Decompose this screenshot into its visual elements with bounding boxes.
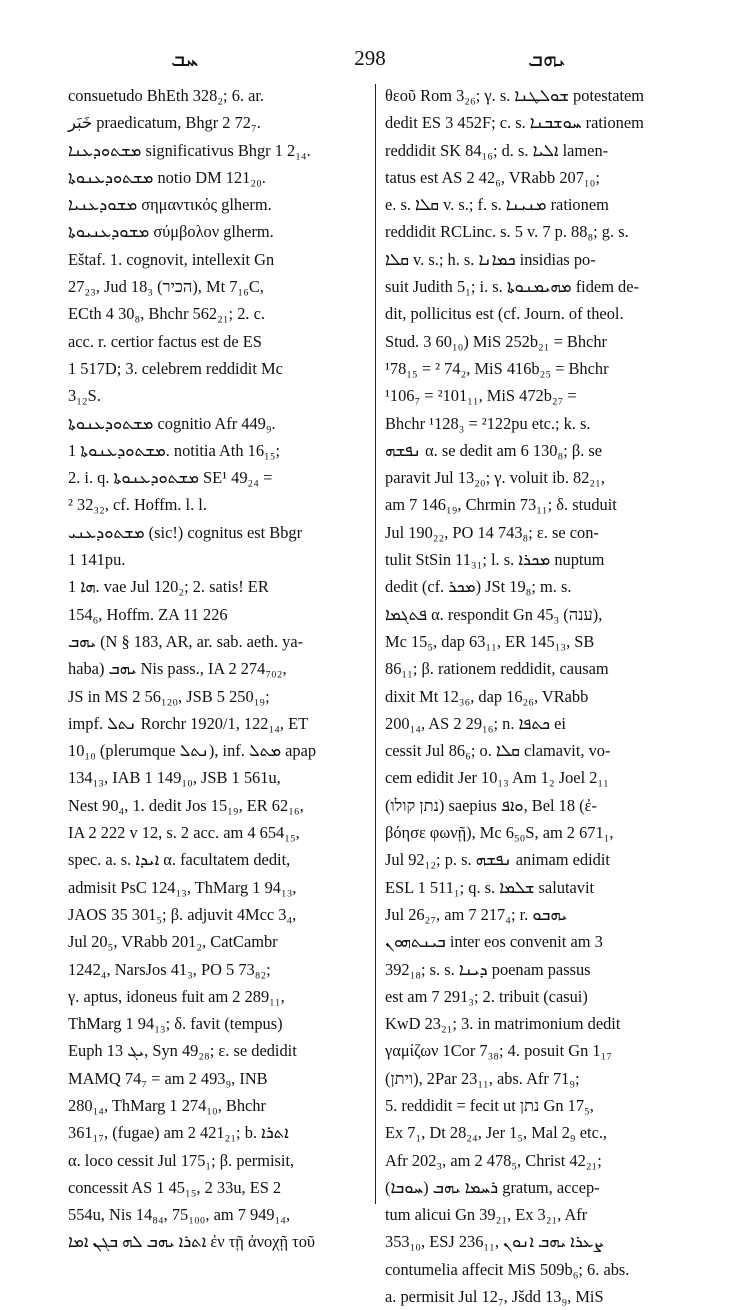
text-line: 27₂₃, Jud 18₃ (הכיר), Mt 7₁₆C,: [68, 277, 264, 297]
text-line: γαμίζων 1Cor 7₃₈; 4. posuit Gn 1₁₇: [385, 1041, 612, 1061]
text-line: tum alicui Gn 39₂₁, Ex 3₂₁, Afr: [385, 1205, 588, 1225]
text-line: JAOS 35 301₅; β. adjuvit 4Mcc 3₄,: [68, 904, 297, 924]
text-line: cessit Jul 86₆; o. ܩܠܐ clamavit, vo-: [385, 741, 611, 761]
text-line: ESL 1 511₁; q. s. ܫܠܡܐ salutavit: [385, 877, 595, 897]
text-line: 392₁₈; s. s. ܕܝܢܐ poenam passus: [385, 959, 591, 979]
text-line: ܩܠܐ v. s.; h. s. ܟܡܐܢܐ insidias po-: [385, 249, 596, 269]
text-line: ECth 4 30₈, Bhchr 562₂₁; 2. c.: [68, 304, 265, 324]
text-line: ܡܫܬܘܕܥܢܐ significativus Bhgr 1 2₁₄.: [68, 140, 311, 160]
text-line: paravit Jul 13₂₀; γ. voluit ib. 82₂₁,: [385, 468, 605, 488]
text-line: tulit StSin 11₃₁; l. s. ܡܟܪܐ nuptum: [385, 550, 605, 570]
text-line: ¹106₇ = ²101₁₁, MiS 472b₂₇ =: [385, 386, 577, 406]
text-line: admisit PsC 124₁₃, ThMarg 1 94₁₃,: [68, 877, 297, 897]
text-line: acc. r. certior factus est de ES: [68, 331, 262, 351]
text-line: contumelia affecit MiS 509b₆; 6. abs.: [385, 1259, 630, 1279]
text-line: IA 2 222 v 12, s. 2 acc. am 4 654₁₅,: [68, 823, 300, 843]
text-line: dixit Mt 12₃₆, dap 16₂₆, VRabb: [385, 686, 589, 706]
text-line: 154₆, Hoffm. ZA 11 226: [68, 604, 228, 624]
text-line: ܝܗܒ (N § 183, AR, ar. sab. aeth. ya-: [68, 631, 304, 651]
text-line: 2. i. q. ܡܫܬܘܕܥܢܘܬܐ SE¹ 49₂₄ =: [68, 468, 273, 488]
text-line: θεοῦ Rom 3₂₆; γ. s. ܫܘܠܛܢܐ potestatem: [385, 86, 645, 105]
text-line: reddidit SK 84₁₆; d. s. ܐܠܝܐ lamen-: [385, 140, 609, 160]
text-line: ܗܐ 1. vae Jul 120₂; 2. satis! ER: [68, 577, 269, 597]
text-line: consuetudo BhEth 328₂; 6. ar.: [68, 86, 265, 105]
text-line: 353₁₀, ESJ 236₁₁, ܨܥܪܐ ܝܗܒ ܐܢܘܢ: [385, 1232, 604, 1252]
header-right-catchword: ܝܗܒ: [528, 46, 566, 71]
text-line: 10₁₀ (plerumque ܢܬܠ), inf. ܡܬܠ apap: [68, 741, 317, 761]
text-line: (ויתן), 2Par 23₁₁, abs. Afr 71₉;: [385, 1068, 580, 1088]
text-line: ܡܫܘܕܥܢܝܘܬܐ σύμβολον glherm.: [68, 222, 274, 242]
column-divider: [375, 84, 376, 1204]
text-line: Jul 190₂₂, PO 14 743₈; ε. se con-: [385, 522, 599, 542]
text-line: βόησε φωνῇ), Mc 6₅₀S, am 2 671₁,: [385, 823, 614, 843]
text-line: a. permisit Jul 12₇, Jšdd 13₉, MiS: [385, 1287, 604, 1307]
text-line: est am 7 291₃; 2. tribuit (casui): [385, 986, 588, 1006]
text-line: Stud. 3 60₁₀) MiS 252b₂₁ = Bhchr: [385, 331, 607, 351]
text-line: ܡܫܬܘܕܥܢܘܬܐ notio DM 121₂₀.: [68, 167, 266, 187]
text-line: Euph ܝܓ 13, Syn 49₂₈; ε. se dedidit: [68, 1041, 297, 1061]
header-left-catchword: ܚܒ: [171, 46, 199, 71]
text-line: impf. ܢܬܠ Rorchr 1920/1, 122₁₄, ET: [68, 713, 309, 733]
text-line: dedit (cf. ܡܟܪ) JSt 19₈; m. s.: [385, 577, 572, 597]
text-line: 1242₄, NarsJos 41₃, PO 5 73₈₂;: [68, 959, 271, 979]
text-line: Jul 26₂₇, am 7 217₄; r. ܝܗܒܘ: [385, 904, 568, 924]
text-line: 200₁₄, AS 2 29₁₆; n. ܟܬܦܐ ei: [385, 713, 566, 733]
text-line: 86₁₁; β. rationem reddidit, causam: [385, 659, 609, 679]
left-column: [68, 82, 366, 1252]
right-column: [385, 82, 685, 1307]
page-number: 298: [354, 46, 386, 70]
text-line: JS in MS 2 56₁₂₀, JSB 5 250₁₉;: [68, 686, 270, 706]
text-line: 3₁₂S.: [68, 386, 101, 406]
text-line: ܢܦܫܗ α. se dedit am 6 130₈; β. se: [385, 440, 603, 460]
text-line: (נתן קולו) saepius ܘܐܦ, Bel 18 (ἐ-: [385, 795, 597, 815]
text-line: ܡܫܬܘܕܥܢܝ (sic!) cognitus est Bbgr: [68, 522, 303, 542]
text-line: 554u, Nis 14₈₄, 75₁₀₀, am 7 949₁₄,: [68, 1205, 291, 1225]
text-line: Afr 202₃, am 2 478₅, Christ 42₂₁;: [385, 1150, 602, 1170]
text-line: am 7 146₁₉, Chrmin 73₁₁; δ. studuit: [385, 495, 617, 515]
text-line: cem edidit Jer 10₁₃ Am 1₂ Joel 2₁₁: [385, 768, 609, 788]
text-line: haba) ܝܗܒ Nis pass., IA 2 274₇₀₂,: [68, 659, 287, 679]
text-line: KwD 23₂₁; 3. in matrimonium dedit: [385, 1014, 621, 1034]
text-line: 361₁₇, (fugae) am 2 421₂₁; b. ܐܬܪܐ: [68, 1123, 289, 1143]
text-line: (ܚܘܒܐ) ܪܚܡܐ ܝܗܒ gratum, accep-: [385, 1177, 600, 1197]
text-line: 1 517D; 3. celebrem reddidit Mc: [68, 358, 283, 378]
text-line: خَبَر praedicatum, Bhgr 2 72₇.: [68, 113, 261, 133]
text-line: Bhchr ¹128₃ = ²122pu etc.; k. s.: [385, 413, 591, 433]
text-line: Jul 20₅, VRabb 201₂, CatCambr: [68, 932, 278, 952]
text-line: spec. a. s. ܐܝܕܐ α. facultatem dedit,: [68, 850, 291, 870]
text-line: Nest 90₄, 1. dedit Jos 15₁₉, ER 62₁₆,: [68, 795, 304, 815]
text-line: γ. aptus, idoneus fuit am 2 289₁₁,: [68, 986, 285, 1006]
text-line: ܡܫܘܕܥܢܝܐ σημαντικός glherm.: [68, 195, 272, 215]
text-line: ܡܫܬܘܕܥܢܘܬܐ cognitio Afr 449₉.: [68, 413, 276, 433]
text-line: 5. reddidit = fecit ut נתן Gn 17₅,: [385, 1095, 594, 1115]
text-line: reddidit RCLinc. s. 5 v. 7 p. 88₈; g. s.: [385, 222, 629, 242]
text-line: concessit AS 1 45₁₅, 2 33u, ES 2: [68, 1177, 282, 1197]
text-line: Jul 92₁₂; p. s. ܢܦܫܗ animam edidit: [385, 850, 610, 870]
text-line: ܦܬܓܡܐ α. respondit Gn 45₃ (ענה),: [385, 604, 603, 624]
text-line: ThMarg 1 94₁₃; δ. favit (tempus): [68, 1014, 283, 1034]
text-line: ¹78₁₅ = ² 74₂, MiS 416b₂₅ = Bhchr: [385, 358, 609, 378]
text-line: ² 32₃₂, cf. Hoffm. l. l.: [68, 495, 207, 515]
text-line: α. loco cessit Jul 175₁; β. permisit,: [68, 1150, 295, 1170]
text-line: Eštaf. 1. cognovit, intellexit Gn: [68, 249, 275, 269]
text-line: e. s. ܩܠܐ v. s.; f. s. ܡܢܝܢܐ rationem: [385, 195, 609, 215]
text-line: 280₁₄, ThMarg 1 274₁₀, Bhchr: [68, 1095, 266, 1115]
text-line: suit Judith 5₁; i. s. ܡܗܝܡܢܘܬܐ fidem de-: [385, 277, 639, 297]
page-header: [0, 44, 750, 74]
text-line: ܐܬܪܐ ܝܗܒ ܠܗ ܒܓܢ ܐܡܐ ἐν τῇ ἀνοχῇ τοῦ: [68, 1232, 316, 1252]
text-line: 1 141pu.: [68, 550, 126, 570]
text-line: ܡܫܬܘܕܥܢܘܬܐ 1. notitia Ath 16₁₅;: [68, 440, 281, 460]
text-line: dit, pollicitus est (cf. Journ. of theol.: [385, 304, 624, 324]
text-line: 134₁₃, IAB 1 149₁₀, JSB 1 561u,: [68, 768, 281, 788]
text-line: dedit ES 3 452F; c. s. ܚܘܫܒܢܐ rationem: [385, 113, 644, 133]
text-line: ܒܝܢܬܗܘܢ inter eos convenit am 3: [385, 932, 603, 952]
text-line: Mc 15₅, dap 63₁₁, ER 145₁₃, SB: [385, 631, 595, 651]
text-line: MAMQ 74₇ = am 2 493₉, INB: [68, 1068, 268, 1088]
text-line: Ex 7₁, Dt 28₂₄, Jer 1₅, Mal 2₉ etc.,: [385, 1123, 608, 1143]
text-line: tatus est AS 2 42₆, VRabb 207₁₀;: [385, 167, 600, 187]
